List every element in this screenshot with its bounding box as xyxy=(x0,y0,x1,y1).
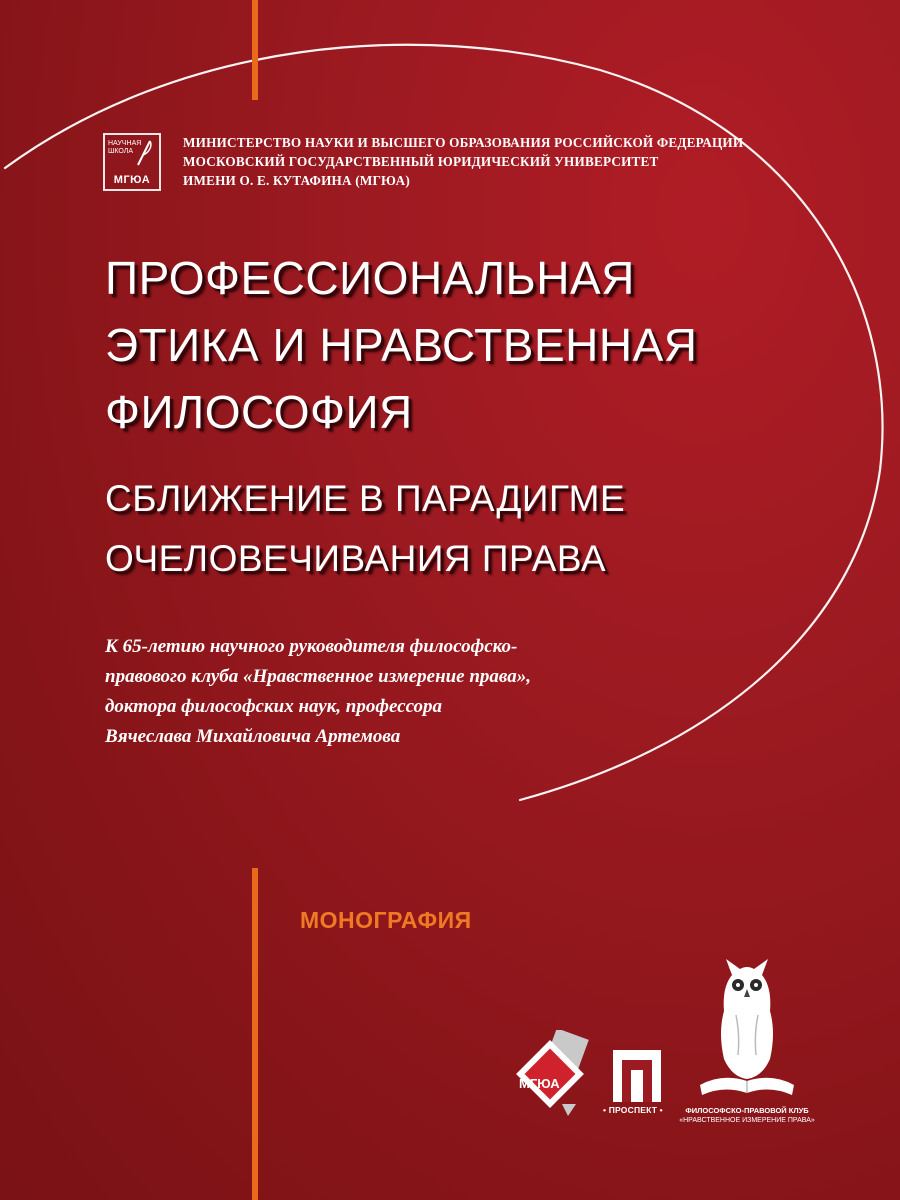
owl-logo xyxy=(692,955,802,1105)
subtitle-line: СБЛИЖЕНИЕ В ПАРАДИГМЕ xyxy=(105,478,626,519)
header-line: ИМЕНИ О. Е. КУТАФИНА (МГЮА) xyxy=(183,173,410,188)
bottom-accent-line xyxy=(252,868,258,1200)
ministry-university-text xyxy=(183,133,743,190)
dedication-line: доктора философских наук, профессора xyxy=(105,696,443,717)
logo-text-bottom: МГЮА xyxy=(113,174,151,186)
publisher-header xyxy=(103,133,743,191)
dedication-line: правового клуба «Нравственное измерение права», xyxy=(105,666,532,687)
book-feather-icon xyxy=(134,139,154,167)
club-subtitle: «НРАВСТВЕННОЕ ИЗМЕРЕНИЕ ПРАВА» xyxy=(679,1117,815,1124)
dedication-line: Вячеслава Михайловича Артемова xyxy=(105,726,401,747)
mgua-logo-text: МГЮА xyxy=(519,1076,560,1091)
scientific-school-logo xyxy=(103,133,161,191)
logo-text-top: НАУЧНАЯ ШКОЛА xyxy=(108,140,142,155)
title-line: ФИЛОСОФИЯ xyxy=(105,386,413,438)
title-line: ПРОФЕССИОНАЛЬНАЯ xyxy=(105,252,635,304)
book-title xyxy=(105,245,697,446)
book-subtitle xyxy=(105,469,625,589)
dedication xyxy=(105,632,531,752)
genre-label: МОНОГРАФИЯ xyxy=(300,907,472,933)
prospekt-logo-text: • ПРОСПЕКТ • xyxy=(603,1105,663,1115)
header-line: МИНИСТЕРСТВО НАУКИ И ВЫСШЕГО ОБРАЗОВАНИЯ РОССИЙСКОЙ ФЕДЕРАЦИИ xyxy=(183,135,744,150)
top-accent-line xyxy=(252,0,258,100)
title-line: ЭТИКА И НРАВСТВЕННАЯ xyxy=(105,319,698,371)
prospekt-logo xyxy=(607,1048,667,1128)
club-title: ФИЛОСОФСКО-ПРАВОВОЙ КЛУБ xyxy=(685,1106,809,1115)
club-name xyxy=(672,1106,822,1126)
header-line: МОСКОВСКИЙ ГОСУДАРСТВЕННЫЙ ЮРИДИЧЕСКИЙ УНИВЕРСИТЕТ xyxy=(183,154,659,169)
dedication-line: К 65-летию научного руководителя философско- xyxy=(105,636,518,657)
subtitle-line: ОЧЕЛОВЕЧИВАНИЯ ПРАВА xyxy=(105,538,607,579)
